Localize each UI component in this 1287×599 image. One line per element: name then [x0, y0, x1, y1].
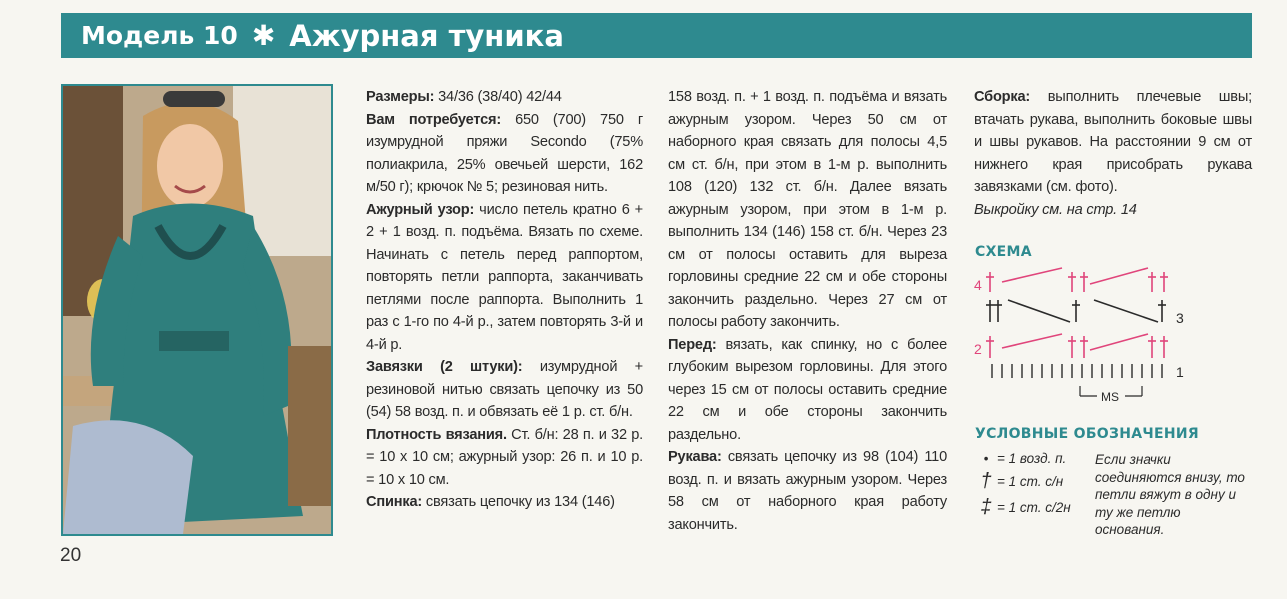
text-column-2: [668, 86, 947, 536]
scheme-row-label-3: 3: [1176, 310, 1184, 326]
pattern-label: Ажурный узор:: [366, 201, 475, 218]
page-number: 20: [60, 545, 82, 566]
crochet-scheme-diagram: [972, 264, 1187, 414]
legend-text-chain: = 1 возд. п.: [997, 451, 1067, 466]
model-photo-illustration: [63, 86, 331, 534]
legend-item-tr: [975, 496, 1071, 519]
treble-crochet-icon: ‡: [980, 496, 992, 518]
scheme-row-label-2: 2: [974, 341, 982, 357]
materials-label: Вам потребуется:: [366, 111, 501, 128]
back-label: Спинка:: [366, 494, 423, 510]
legend-item-dc: [975, 470, 1063, 493]
legend-note: Если значки соединяются внизу, то петли вяжут в одну и ту же петлю основания.: [1095, 452, 1245, 537]
scheme-row-label-4: 4: [974, 277, 982, 293]
assembly-label: Сборка:: [974, 89, 1031, 105]
materials-text: 650 (700) 750 г изумрудной пряжи Secondo (75% полиакрила, 25% овечьей шерсти, 162 м/50 г); крючок № 5; резиновая нить.: [366, 111, 643, 195]
rapport-label: MS: [1101, 390, 1119, 404]
sleeves-text: связать цепочку из 98 (104) 110 возд. п. и вязать ажурным узором. Через 58 см от наборного края работу закончить.: [668, 449, 947, 533]
legend-title: УСЛОВНЫЕ ОБОЗНАЧЕНИЯ: [975, 426, 1199, 442]
scheme-row-4: [986, 268, 1168, 292]
legend-text-dc: = 1 ст. с/н: [997, 474, 1064, 489]
gauge-label: Плотность вязания.: [366, 426, 507, 443]
ties-text: изумрудной + резиновой нитью связать цепочку из 50 (54) 58 возд. п. и обвязать её 1 р. ст. б/н.: [366, 359, 643, 420]
scheme-row-3: [986, 300, 1166, 322]
back-continued-text: 158 возд. п. + 1 возд. п. подъёма и вязать ажурным узором. Через 50 см от наборного края связать для полосы 4,5 см ст. б/н, при этом в 1-м р. выполнить 108 (120) 132 ст. б/н. Далее вязать ажурным узором, при этом в 1-м р. выполнить 134 (146) 158 ст. б/н. Через 23 см от полосы оставить для выреза горловины средние 22 см и обе стороны закончить раздельно. Через 27 см от полосы работу закончить.: [668, 89, 947, 330]
front-label: Перед:: [668, 336, 717, 353]
assembly-text: выполнить плечевые швы; втачать рукава, выполнить боковые швы и швы рукавов. На расстоянии 9 см от нижнего края присобрать рукава завязками (см. фото).: [974, 89, 1252, 195]
text-column-3: [974, 86, 1252, 221]
front-text: вязать, как спинку, но с более глубоким вырезом горловины. Для этого через 15 см от полосы оставить средние 22 см и обе стороны закончить раздельно.: [668, 336, 947, 443]
title-bar: [61, 13, 1252, 58]
scheme-row-1: [992, 364, 1162, 378]
back-text: связать цепочку из 134 (146): [422, 494, 615, 510]
pattern-reference: Выкройку см. на стр. 14: [974, 201, 1137, 218]
scheme-row-2: [986, 334, 1168, 358]
legend-item-chain: [975, 451, 1066, 466]
text-column-1: [366, 86, 643, 514]
pattern-text: число петель кратно 6 + 2 + 1 возд. п. подъёма. Вязать по схеме. Начинать с петель перед раппортом, повторять петли раппорта, заканчивать петлями после раппорта. Выполнить 1 раз с 1-го по 4-й р., затем повторять 3-й и 4-й р.: [366, 201, 643, 353]
double-crochet-icon: †: [980, 470, 992, 492]
chain-stitch-icon: •: [983, 451, 989, 466]
scheme-row-label-1: 1: [1176, 364, 1184, 380]
star-icon: ✱: [251, 19, 276, 52]
scheme-title: СХЕМА: [975, 244, 1032, 260]
gauge-text: Ст. б/н: 28 п. и 32 р. = 10 х 10 см; ажурный узор: 26 п. и 10 р. = 10 х 10 см.: [366, 426, 644, 488]
sizes-label: Размеры:: [366, 89, 435, 105]
ties-label: Завязки (2 штуки):: [366, 359, 523, 375]
sleeves-label: Рукава:: [668, 449, 722, 465]
model-photo: [61, 84, 333, 536]
legend-text-tr: = 1 ст. с/2н: [997, 500, 1071, 515]
page-title: Ажурная туника: [289, 18, 564, 53]
model-number: Модель 10: [81, 21, 238, 50]
sizes-text: 34/36 (38/40) 42/44: [434, 89, 562, 105]
